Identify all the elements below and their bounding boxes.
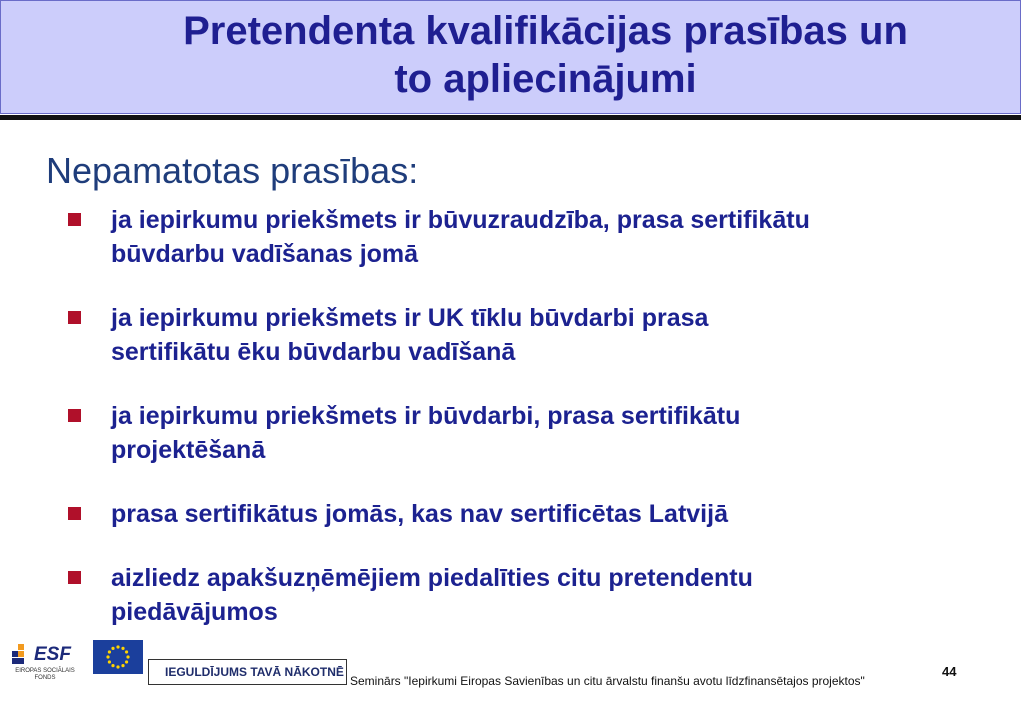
esf-logo-text: ESF bbox=[34, 644, 71, 665]
title-line-1: Pretendenta kvalifikācijas prasības un bbox=[183, 9, 908, 53]
title-bar bbox=[0, 0, 1021, 114]
bullet-list bbox=[65, 203, 1005, 659]
square-bullet-icon bbox=[68, 311, 81, 324]
investment-banner: IEGULDĪJUMS TAVĀ NĀKOTNĒ bbox=[148, 659, 347, 685]
square-bullet-icon bbox=[68, 571, 81, 584]
bullet-text-line-1: ja iepirkumu priekšmets ir būvdarbi, prasa sertifikātu bbox=[111, 402, 741, 430]
bullet-item bbox=[65, 399, 1005, 467]
title-line-2: to apliecinājumi bbox=[394, 57, 697, 101]
bullet-text-line-2: sertifikātu ēku būvdarbu vadīšanā bbox=[111, 338, 516, 366]
esf-logo bbox=[12, 640, 78, 692]
square-bullet-icon bbox=[68, 213, 81, 226]
bullet-text-line-2: būvdarbu vadīšanas jomā bbox=[111, 240, 419, 268]
bullet-item bbox=[65, 561, 1005, 629]
bullet-item bbox=[65, 203, 1005, 271]
page-number: 44 bbox=[942, 664, 957, 679]
bullet-text-line-1: prasa sertifikātus jomās, kas nav sertificētas Latvijā bbox=[111, 500, 728, 528]
bullet-text-line-1: ja iepirkumu priekšmets ir būvuzraudzība, prasa sertifikātu bbox=[111, 206, 810, 234]
bullet-text-line-1: aizliedz apakšuzņēmējiem piedalīties citu pretendentu bbox=[111, 564, 753, 592]
slide-subtitle: Nepamatotas prasības: bbox=[46, 150, 419, 191]
esf-logo-subtext: EIROPAS SOCIĀLAIS FONDS bbox=[15, 668, 75, 681]
bullet-text-line-2: piedāvājumos bbox=[111, 598, 278, 626]
bullet-item bbox=[65, 301, 1005, 369]
seminar-caption: Seminārs "Iepirkumi Eiropas Savienības un citu ārvalstu finanšu avotu līdzfinansētajos projektos" bbox=[350, 674, 865, 688]
esf-mark-icon bbox=[12, 644, 32, 666]
eu-flag-logo bbox=[93, 640, 143, 684]
bullet-item bbox=[65, 497, 1005, 531]
bullet-text-line-2: projektēšanā bbox=[111, 436, 266, 464]
square-bullet-icon bbox=[68, 409, 81, 422]
footer bbox=[0, 630, 1023, 708]
eu-flag-icon bbox=[93, 640, 143, 674]
slide-title bbox=[71, 7, 1020, 103]
bullet-text-line-1: ja iepirkumu priekšmets ir UK tīklu būvdarbi prasa bbox=[111, 304, 709, 332]
square-bullet-icon bbox=[68, 507, 81, 520]
